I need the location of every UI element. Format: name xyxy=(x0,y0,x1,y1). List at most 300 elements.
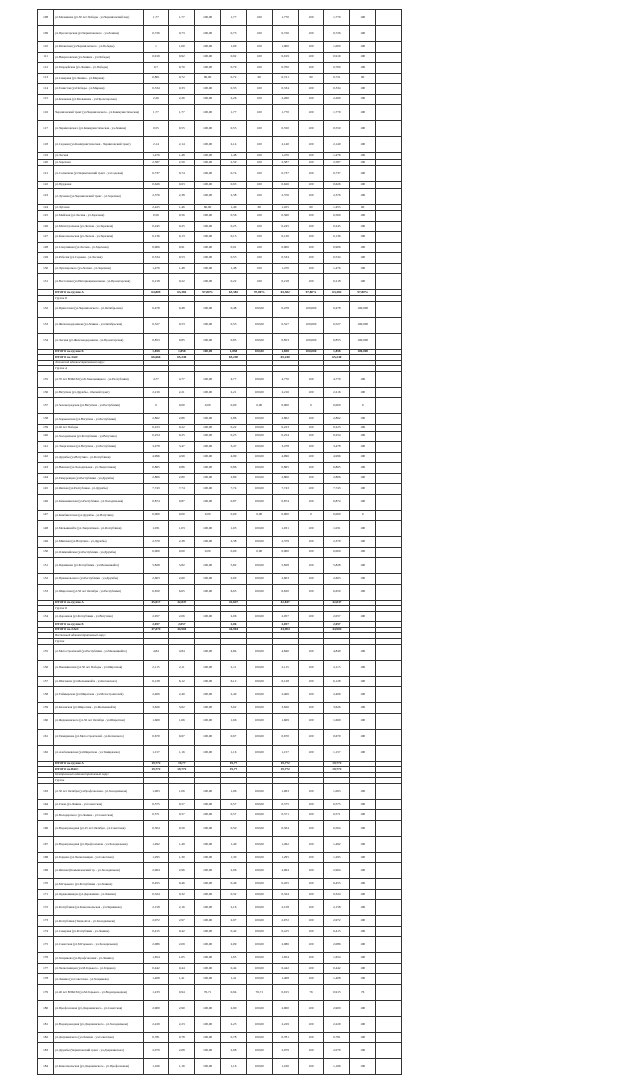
value-cell: 7,743 xyxy=(324,484,350,495)
empty-cell xyxy=(376,1059,402,1075)
empty-cell xyxy=(376,333,402,349)
value-cell: 0,000 xyxy=(272,398,298,414)
road-name-cell: ул.Невская (ул.Холодильная - ул.Энергетиков) xyxy=(54,463,143,474)
value-cell: 1,16 xyxy=(221,745,247,761)
value-cell: 4,77 xyxy=(143,371,169,387)
value-cell: 1,492 xyxy=(143,836,169,852)
value-cell: 100 xyxy=(298,431,324,442)
table-row xyxy=(38,274,402,290)
value-cell: 100 xyxy=(350,810,376,821)
value-cell: 2,26 xyxy=(143,94,169,105)
value-cell: 100,00 xyxy=(246,463,272,474)
value-cell: 100 xyxy=(298,242,324,253)
road-name-cell: Группа xyxy=(54,778,143,784)
value-cell: 2,379 xyxy=(324,537,350,548)
road-name-cell: ул.Солнечная (ул.Черниговский тракт - ул.Садовая) xyxy=(54,166,143,182)
value-cell: 100,00 xyxy=(195,863,221,879)
road-name-cell: ул.Широтная (ул.50 лет Октября - ул.Республики) xyxy=(54,584,143,600)
value-cell: 0,906 xyxy=(324,242,350,253)
value-cell: 4,77 xyxy=(221,371,247,387)
value-cell: 1,408 xyxy=(324,974,350,985)
value-cell: 100 xyxy=(350,820,376,836)
empty-cell xyxy=(376,810,402,821)
value-cell: 0,00 xyxy=(169,547,195,558)
table-row xyxy=(38,494,402,510)
value-cell: 2,587 xyxy=(324,159,350,166)
value-cell: 0,504 xyxy=(272,820,298,836)
value-cell: 2,08 xyxy=(169,1043,195,1059)
empty-cell xyxy=(376,984,402,1000)
road-name-cell: ул.Магистральная (ул.Лесная - ул.Заречная) xyxy=(54,221,143,232)
value-cell: 100 xyxy=(298,10,324,26)
value-cell: 0,91 xyxy=(221,242,247,253)
value-cell: 100 xyxy=(298,687,324,703)
road-name-cell: ул.Камышинская (ул.Республики - ул.Холодильная) xyxy=(54,494,143,510)
road-name-cell: ул.Северная (ул.Ленина - ул.Мирная) xyxy=(54,73,143,84)
value-cell: 2,158 xyxy=(143,900,169,916)
value-cell: 100 xyxy=(298,63,324,74)
table-row xyxy=(38,387,402,398)
row-number-cell: 163 xyxy=(38,783,54,799)
value-cell: 76,71 xyxy=(246,984,272,1000)
row-number-cell: 136 xyxy=(38,387,54,398)
road-name-cell: ИТОГО по группе Б xyxy=(54,622,143,628)
table-row xyxy=(38,221,402,232)
row-number-cell: 134 xyxy=(38,333,54,349)
row-number-cell: 162 xyxy=(38,745,54,761)
value-cell: 100,000 xyxy=(350,317,376,333)
value-cell: 0,00 xyxy=(195,398,221,414)
value-cell: 100,00 xyxy=(246,387,272,398)
value-cell: 100,00 xyxy=(246,1016,272,1032)
value-cell: 100 xyxy=(298,371,324,387)
row-number-cell: 145 xyxy=(38,484,54,495)
value-cell: 100 xyxy=(350,424,376,431)
value-cell: 100,00 xyxy=(246,660,272,676)
value-cell: 2,603 xyxy=(272,574,298,585)
value-cell: 100 xyxy=(298,1043,324,1059)
value-cell: 100 xyxy=(246,221,272,232)
table-row xyxy=(38,836,402,852)
row-number-cell: 124 xyxy=(38,204,54,211)
table-row xyxy=(38,810,402,821)
table-row xyxy=(38,463,402,474)
value-cell: 44,904 xyxy=(221,627,247,633)
value-cell: 0,254 xyxy=(324,431,350,442)
value-cell: 0,53 xyxy=(169,317,195,333)
value-cell: 2,086 xyxy=(272,937,298,953)
value-cell: 0,25 xyxy=(169,221,195,232)
value-cell: 100 xyxy=(246,166,272,182)
value-cell: 0,415 xyxy=(272,926,298,937)
value-cell: 2,40 xyxy=(221,687,247,703)
value-cell: 100,00 xyxy=(195,371,221,387)
road-name-cell: ул.Минская (ул.Ватутина - ул.Дружбы) xyxy=(54,537,143,548)
road-name-cell: ул.Герцена (ул.Челюскинцев - ул.Советская) xyxy=(54,852,143,863)
empty-cell xyxy=(376,182,402,189)
value-cell: 4,996 xyxy=(143,452,169,463)
table-row xyxy=(38,510,402,521)
value-cell: 45,017 xyxy=(143,600,169,606)
empty-cell xyxy=(376,963,402,974)
value-cell: 0 xyxy=(350,398,376,414)
empty-cell xyxy=(376,211,402,222)
value-cell: 100,00 xyxy=(195,463,221,474)
value-cell: 63,382 xyxy=(324,290,350,296)
value-cell: 1,48 xyxy=(169,153,195,160)
table-row xyxy=(38,253,402,264)
value-cell: 100,00 xyxy=(195,121,221,137)
value-cell: 100 xyxy=(350,263,376,274)
value-cell: 5,828 xyxy=(324,558,350,574)
value-cell: 1,476 xyxy=(324,263,350,274)
road-name-cell: ул.Садовая (ул.Коммунистическая - Черниговский тракт) xyxy=(54,137,143,153)
value-cell: 0,442 xyxy=(272,963,298,974)
table-row xyxy=(38,398,402,414)
value-cell: 1,858 xyxy=(221,349,247,355)
value-cell: 90 xyxy=(246,73,272,84)
value-cell: 0,85 xyxy=(169,333,195,349)
value-cell: 100,00 xyxy=(246,611,272,622)
value-cell: 0,571 xyxy=(272,810,298,821)
road-name-cell: ИТОГО по ВАО: xyxy=(54,767,143,773)
value-cell: 1,476 xyxy=(272,263,298,274)
value-cell: 100,00 xyxy=(195,558,221,574)
value-cell: 100,00 xyxy=(246,424,272,431)
road-name-cell: ул.Республики (Тещи АСА - ул.Холодильная) xyxy=(54,916,143,927)
value-cell: 0,32 xyxy=(221,889,247,900)
value-cell: 2,96 xyxy=(169,863,195,879)
table-row xyxy=(38,1016,402,1032)
value-cell: 6,650 xyxy=(324,584,350,600)
value-cell: 100,00 xyxy=(195,687,221,703)
table-row xyxy=(38,799,402,810)
road-name-cell: ул.Харьковская (ул.Ватутина - ул.Республики) xyxy=(54,414,143,425)
row-number-cell: 184 xyxy=(38,1059,54,1075)
road-name-cell: ул.40 лет Победы xyxy=(54,424,143,431)
value-cell: 100 xyxy=(298,644,324,660)
value-cell: 0,626 xyxy=(143,182,169,189)
value-cell: 2,379 xyxy=(272,537,298,548)
value-cell: 1,063 xyxy=(272,783,298,799)
value-cell: 2,229 xyxy=(324,1016,350,1032)
value-cell: 0,575 xyxy=(324,799,350,810)
value-cell: 100,00 xyxy=(246,484,272,495)
value-cell: 2,06 xyxy=(221,611,247,622)
value-cell: 5,82 xyxy=(169,558,195,574)
value-cell: 100,00 xyxy=(195,1043,221,1059)
value-cell: 100 xyxy=(298,232,324,243)
value-cell: 65,240 xyxy=(221,355,247,361)
row-number-cell: 166 xyxy=(38,820,54,836)
road-name-cell: ул.Лесная xyxy=(54,153,143,160)
road-name-cell: ул.Казанская (ул.Широтная - ул.Мельникайте) xyxy=(54,703,143,714)
value-cell: 1,000 xyxy=(324,42,350,53)
road-name-cell: ул.Мотостроителей (ул.Республики - ул.Мельникайте) xyxy=(54,644,143,660)
value-cell: 0,726 xyxy=(143,26,169,42)
value-cell: 1,295 xyxy=(324,852,350,863)
row-number-cell: 157 xyxy=(38,676,54,687)
value-cell: 100 xyxy=(298,26,324,42)
row-number-cell: 177 xyxy=(38,963,54,974)
value-cell: 100 xyxy=(298,926,324,937)
road-name-cell: ул.Советская (ул.М.Горького - ул.Холодильная) xyxy=(54,937,143,953)
value-cell: 6,128 xyxy=(324,676,350,687)
value-cell: 4,99 xyxy=(169,452,195,463)
value-cell: 2,115 xyxy=(324,660,350,676)
value-cell: 0,534 xyxy=(272,253,298,264)
road-name-cell: Группа Б xyxy=(54,295,143,301)
value-cell: 4,77 xyxy=(169,371,195,387)
value-cell: 100,00 xyxy=(195,211,221,222)
value-cell: 1,858 xyxy=(272,349,298,355)
value-cell: 2,603 xyxy=(143,574,169,585)
value-cell: 1,770 xyxy=(272,10,298,26)
value-cell: 6,65 xyxy=(221,584,247,600)
table-row xyxy=(38,547,402,558)
value-cell: 2,603 xyxy=(324,574,350,585)
value-cell: 100,00 xyxy=(195,974,221,985)
value-cell: 100 xyxy=(298,166,324,182)
value-cell: 0,721 xyxy=(272,73,298,84)
table-row xyxy=(38,105,402,121)
value-cell: 2,376 xyxy=(324,188,350,204)
value-cell: 0,726 xyxy=(272,26,298,42)
table-row xyxy=(38,729,402,745)
value-cell: 0,00 xyxy=(246,547,272,558)
value-cell: 2,14 xyxy=(169,137,195,153)
value-cell: 100,00 xyxy=(195,729,221,745)
value-cell: 100 xyxy=(298,263,324,274)
road-name-cell: ул.Дорожная (ул.Республики - ул.Ватутина) xyxy=(54,611,143,622)
value-cell: 100,00 xyxy=(195,424,221,431)
value-cell: 1,157 xyxy=(143,745,169,761)
empty-cell xyxy=(376,510,402,521)
row-number-cell: 167 xyxy=(38,836,54,852)
row-number-cell: 138 xyxy=(38,414,54,425)
value-cell: 100 xyxy=(298,703,324,714)
value-cell: 19,772 xyxy=(143,761,169,767)
value-cell: 2,260 xyxy=(324,94,350,105)
value-cell: 66,666 xyxy=(143,355,169,361)
value-cell: 100,00 xyxy=(195,333,221,349)
value-cell: 100 xyxy=(246,105,272,121)
value-cell: 2,972 xyxy=(272,916,298,927)
road-name-cell: ИТОГО по группе А xyxy=(54,290,143,296)
value-cell: 100,00 xyxy=(195,26,221,42)
value-cell: 0,218 xyxy=(272,274,298,290)
value-cell: 0,32 xyxy=(169,889,195,900)
road-name-cell: ул.Дзержинского (ул.Ленина - ул.Советская) xyxy=(54,1032,143,1043)
value-cell: 100 xyxy=(350,371,376,387)
value-cell: 100 xyxy=(298,84,324,95)
value-cell: 0,874 xyxy=(324,494,350,510)
value-cell: 100,00 xyxy=(195,349,221,355)
empty-cell xyxy=(376,937,402,953)
value-cell: 100 xyxy=(246,242,272,253)
value-cell: 100,00 xyxy=(195,452,221,463)
value-cell: 100,00 xyxy=(195,916,221,927)
value-cell: 0,865 xyxy=(272,463,298,474)
value-cell: 100 xyxy=(298,916,324,927)
value-cell: 100,000 xyxy=(298,317,324,333)
value-cell: 42,847 xyxy=(272,600,298,606)
value-cell: 0,85 xyxy=(221,333,247,349)
value-cell: 42,847 xyxy=(169,600,195,606)
value-cell: 100 xyxy=(298,463,324,474)
empty-cell xyxy=(376,644,402,660)
table-row xyxy=(38,1059,402,1075)
value-cell: 0,915 xyxy=(324,984,350,1000)
value-cell: 0,70 xyxy=(221,63,247,74)
value-cell: 2,86 xyxy=(221,414,247,425)
value-cell: 0,853 xyxy=(143,333,169,349)
table-row xyxy=(38,484,402,495)
value-cell: 100 xyxy=(246,182,272,189)
value-cell: 100,00 xyxy=(195,166,221,182)
value-cell: 100,00 xyxy=(246,937,272,953)
table-row xyxy=(38,926,402,937)
table-row xyxy=(38,537,402,548)
row-number-cell: 175 xyxy=(38,937,54,953)
value-cell: 100 xyxy=(298,810,324,821)
value-cell: 100 xyxy=(350,431,376,442)
value-cell: 0,94 xyxy=(169,984,195,1000)
value-cell: 100,00 xyxy=(195,10,221,26)
value-cell: 2,60 xyxy=(221,574,247,585)
value-cell: 76 xyxy=(350,984,376,1000)
value-cell: 100 xyxy=(350,783,376,799)
value-cell: 100,00 xyxy=(246,745,272,761)
value-cell: 100 xyxy=(350,211,376,222)
value-cell: 2,862 xyxy=(143,414,169,425)
table-row xyxy=(38,431,402,442)
value-cell: 100 xyxy=(350,182,376,189)
value-cell: 2,406 xyxy=(324,687,350,703)
value-cell: 100 xyxy=(298,974,324,985)
value-cell: 100,00 xyxy=(195,232,221,243)
row-number-cell: 125 xyxy=(38,211,54,222)
value-cell: 100 xyxy=(350,889,376,900)
value-cell: 2,40 xyxy=(169,687,195,703)
row-number-cell: 159 xyxy=(38,703,54,714)
value-cell: 6,65 xyxy=(169,584,195,600)
table-row xyxy=(38,188,402,204)
value-cell: 0,000 xyxy=(324,510,350,521)
table-row xyxy=(38,1000,402,1016)
value-cell: 4,84 xyxy=(221,644,247,660)
value-cell: 0,324 xyxy=(143,889,169,900)
value-cell: 1,30 xyxy=(169,852,195,863)
value-cell: 1,66 xyxy=(221,713,247,729)
value-cell: 100 xyxy=(298,94,324,105)
value-cell: 2,23 xyxy=(221,1016,247,1032)
value-cell: 2,115 xyxy=(143,660,169,676)
road-name-cell: ул.Челюскинцев (ул.М.Горького - ул.Герцена) xyxy=(54,963,143,974)
value-cell: 0,53 xyxy=(221,253,247,264)
value-cell: 19,772 xyxy=(169,767,195,773)
value-cell: 100 xyxy=(298,900,324,916)
value-cell: 0,527 xyxy=(324,317,350,333)
value-cell: 100 xyxy=(298,676,324,687)
value-cell: 2,900 xyxy=(272,1000,298,1016)
row-number-cell: 165 xyxy=(38,810,54,821)
empty-cell xyxy=(376,442,402,453)
value-cell: 60 xyxy=(246,204,272,211)
value-cell: 100 xyxy=(298,121,324,137)
value-cell: 1,00 xyxy=(221,42,247,53)
row-number-cell: 169 xyxy=(38,863,54,879)
row-number-cell: 123 xyxy=(38,188,54,204)
value-cell: 1,16 xyxy=(169,745,195,761)
empty-cell xyxy=(376,424,402,431)
value-cell: 100 xyxy=(350,473,376,484)
road-name-cell: ИТОГО по группе А xyxy=(54,600,143,606)
road-name-cell: ул.Дружбы (Черниговский тракт - ул.Дзержинского) xyxy=(54,1043,143,1059)
value-cell: 100 xyxy=(350,537,376,548)
row-number-cell: 117 xyxy=(38,121,54,137)
empty-cell xyxy=(376,1032,402,1043)
value-cell: 100 xyxy=(298,660,324,676)
road-name-cell: ул.Комсомольская (ул.Лесная - ул.Заречная) xyxy=(54,232,143,243)
table-row xyxy=(38,166,402,182)
value-cell: 100 xyxy=(350,644,376,660)
value-cell: 4,840 xyxy=(272,644,298,660)
value-cell: 19,77 xyxy=(169,761,195,767)
value-cell: 100 xyxy=(298,547,324,558)
value-cell: 4,84 xyxy=(169,644,195,660)
value-cell: 100 xyxy=(246,153,272,160)
empty-cell xyxy=(376,900,402,916)
value-cell: 100,00 xyxy=(195,253,221,264)
value-cell: 100 xyxy=(298,863,324,879)
value-cell: 100,00 xyxy=(246,703,272,714)
value-cell: 7,743 xyxy=(143,484,169,495)
road-name-cell: ул.Холодильная (ул.Республики - ул.Ватутина) xyxy=(54,431,143,442)
value-cell: 100 xyxy=(350,547,376,558)
value-cell: 100,00 xyxy=(195,745,221,761)
value-cell: 100,00 xyxy=(195,63,221,74)
value-cell: 100 xyxy=(246,10,272,26)
value-cell: 100,00 xyxy=(195,836,221,852)
value-cell: 2,229 xyxy=(143,1016,169,1032)
road-name-cell: Группа Б xyxy=(54,606,143,612)
value-cell: 42,847 xyxy=(324,600,350,606)
value-cell: 65,240 xyxy=(272,355,298,361)
value-cell: 2,086 xyxy=(324,937,350,953)
value-cell: 100 xyxy=(350,1016,376,1032)
road-name-cell: ул.Ленина (ул.Советская - ул.Хохрякова) xyxy=(54,974,143,985)
value-cell: 0,571 xyxy=(143,810,169,821)
table-row xyxy=(38,1043,402,1059)
value-cell: 1,46 xyxy=(221,204,247,211)
value-cell: 100 xyxy=(350,105,376,121)
value-cell: 0,63 xyxy=(169,182,195,189)
value-cell: 0,13 xyxy=(169,232,195,243)
row-number-cell: 111 xyxy=(38,52,54,63)
value-cell: 100,00 xyxy=(246,431,272,442)
value-cell: 2,21 xyxy=(221,387,247,398)
value-cell: 5,828 xyxy=(143,558,169,574)
value-cell: 90 xyxy=(350,73,376,84)
value-cell: 6,650 xyxy=(143,584,169,600)
value-cell: 0,33 xyxy=(221,84,247,95)
value-cell: 0,919 xyxy=(272,52,298,63)
row-number-cell: 168 xyxy=(38,852,54,863)
row-number-cell: 114 xyxy=(38,84,54,95)
table-row xyxy=(38,644,402,660)
value-cell: 0,781 xyxy=(324,1032,350,1043)
